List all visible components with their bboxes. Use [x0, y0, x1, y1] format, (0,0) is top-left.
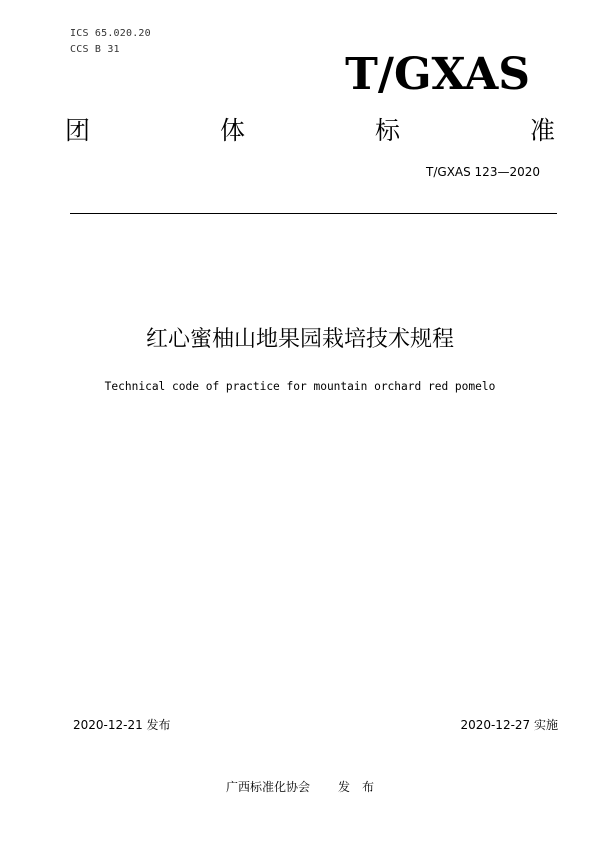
standard-type-char: 团	[65, 116, 91, 145]
implementation-date: 2020-12-27 实施	[460, 718, 558, 732]
standard-type-char: 体	[219, 116, 245, 145]
standard-number: T/GXAS 123—2020	[426, 165, 540, 179]
standard-type-heading	[65, 116, 555, 146]
ics-code: ICS 65.020.20	[70, 28, 151, 39]
header-divider	[70, 213, 557, 214]
release-char: 布	[362, 780, 375, 794]
document-title-chinese: 红心蜜柚山地果园栽培技术规程	[145, 327, 454, 352]
publisher-line	[0, 778, 600, 795]
release-label	[338, 780, 374, 794]
standard-type-char: 标	[374, 116, 400, 145]
standard-type-char: 准	[529, 116, 555, 145]
publisher-name: 广西标准化协会	[225, 780, 310, 794]
ccs-code: CCS B 31	[70, 44, 120, 55]
standard-logo: T/GXAS	[345, 49, 530, 100]
issue-date: 2020-12-21 发布	[73, 718, 171, 732]
document-title-english: Technical code of practice for mountain orchard red pomelo	[104, 380, 496, 393]
release-char: 发	[337, 780, 350, 794]
